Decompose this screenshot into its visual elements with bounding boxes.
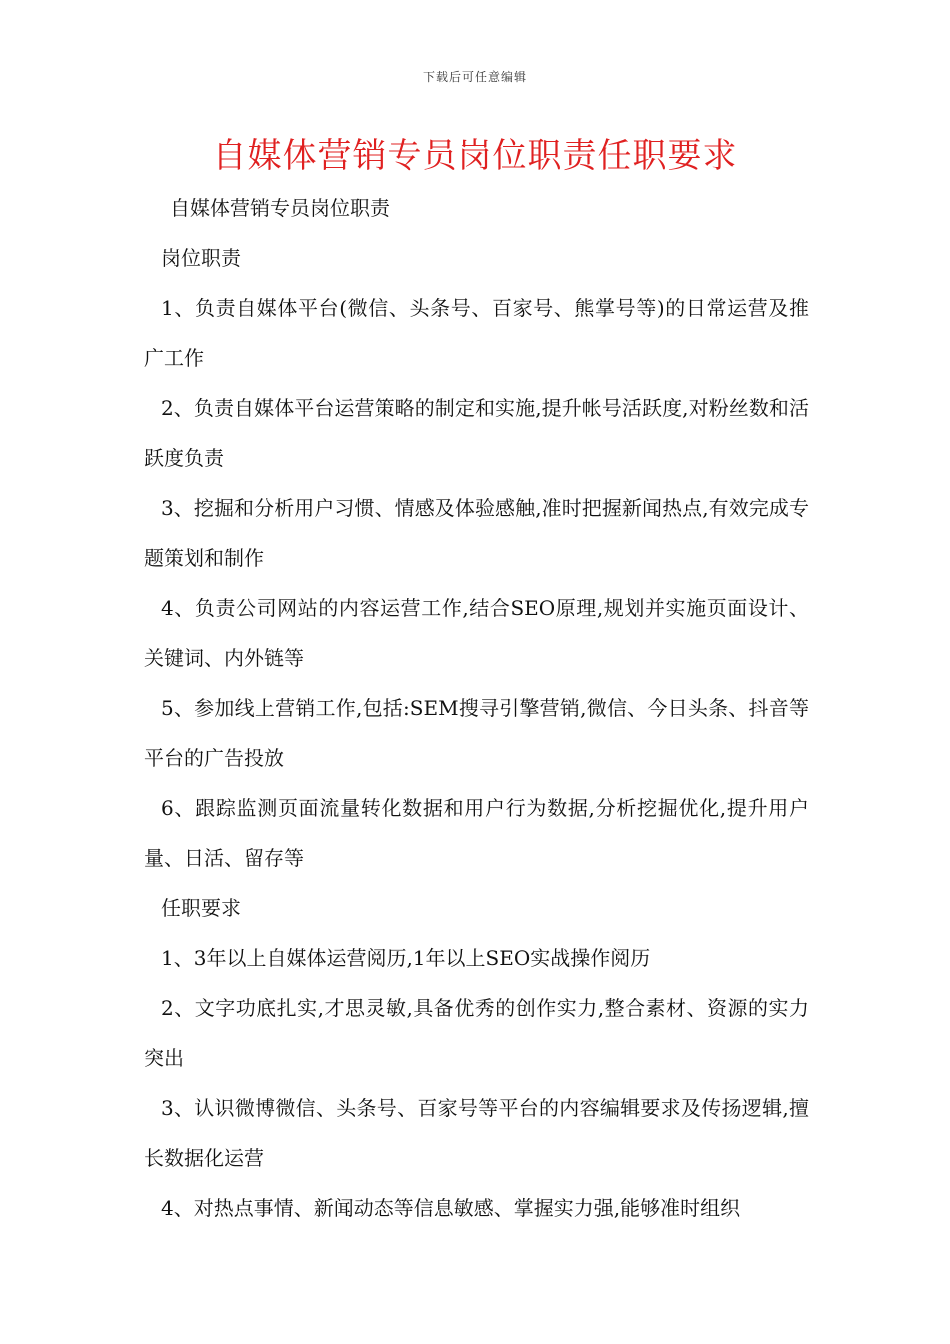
requirement-item-4: 4、对热点事情、新闻动态等信息敏感、掌握实力强,能够准时组织 [161,1196,741,1220]
duty-item-6: 6、跟踪监测页面流量转化数据和用户行为数据,分析挖掘优化,提升用户量、日活、留存等 [144,796,809,870]
document-title: 自媒体营销专员岗位职责任职要求 [212,136,738,176]
requirement-item-3: 3、认识微博微信、头条号、百家号等平台的内容编辑要求及传扬逻辑,擅长数据化运营 [144,1096,809,1170]
section-heading-duties-title: 自媒体营销专员岗位职责 [170,196,390,220]
document-body [144,183,809,1233]
duty-item-5: 5、参加线上营销工作,包括:SEM搜寻引擎营销,微信、今日头条、抖音等平台的广告投放 [144,696,809,770]
requirement-item-2: 2、文字功底扎实,才思灵敏,具备优秀的创作实力,整合素材、资源的实力突出 [144,996,809,1070]
header-note: 下载后可任意编辑 [422,70,527,84]
section-heading-duties: 岗位职责 [161,246,241,270]
duty-item-3: 3、挖掘和分析用户习惯、情感及体验感触,准时把握新闻热点,有效完成专题策划和制作 [144,496,809,570]
requirement-item-1: 1、3年以上自媒体运营阅历,1年以上SEO实战操作阅历 [161,946,651,970]
section-heading-requirements: 任职要求 [161,896,241,920]
duty-item-2: 2、负责自媒体平台运营策略的制定和实施,提升帐号活跃度,对粉丝数和活跃度负责 [144,396,809,470]
duty-item-1: 1、负责自媒体平台(微信、头条号、百家号、熊掌号等)的日常运营及推广工作 [144,296,809,370]
duty-item-4: 4、负责公司网站的内容运营工作,结合SEO原理,规划并实施页面设计、关键词、内外链等 [144,596,809,670]
